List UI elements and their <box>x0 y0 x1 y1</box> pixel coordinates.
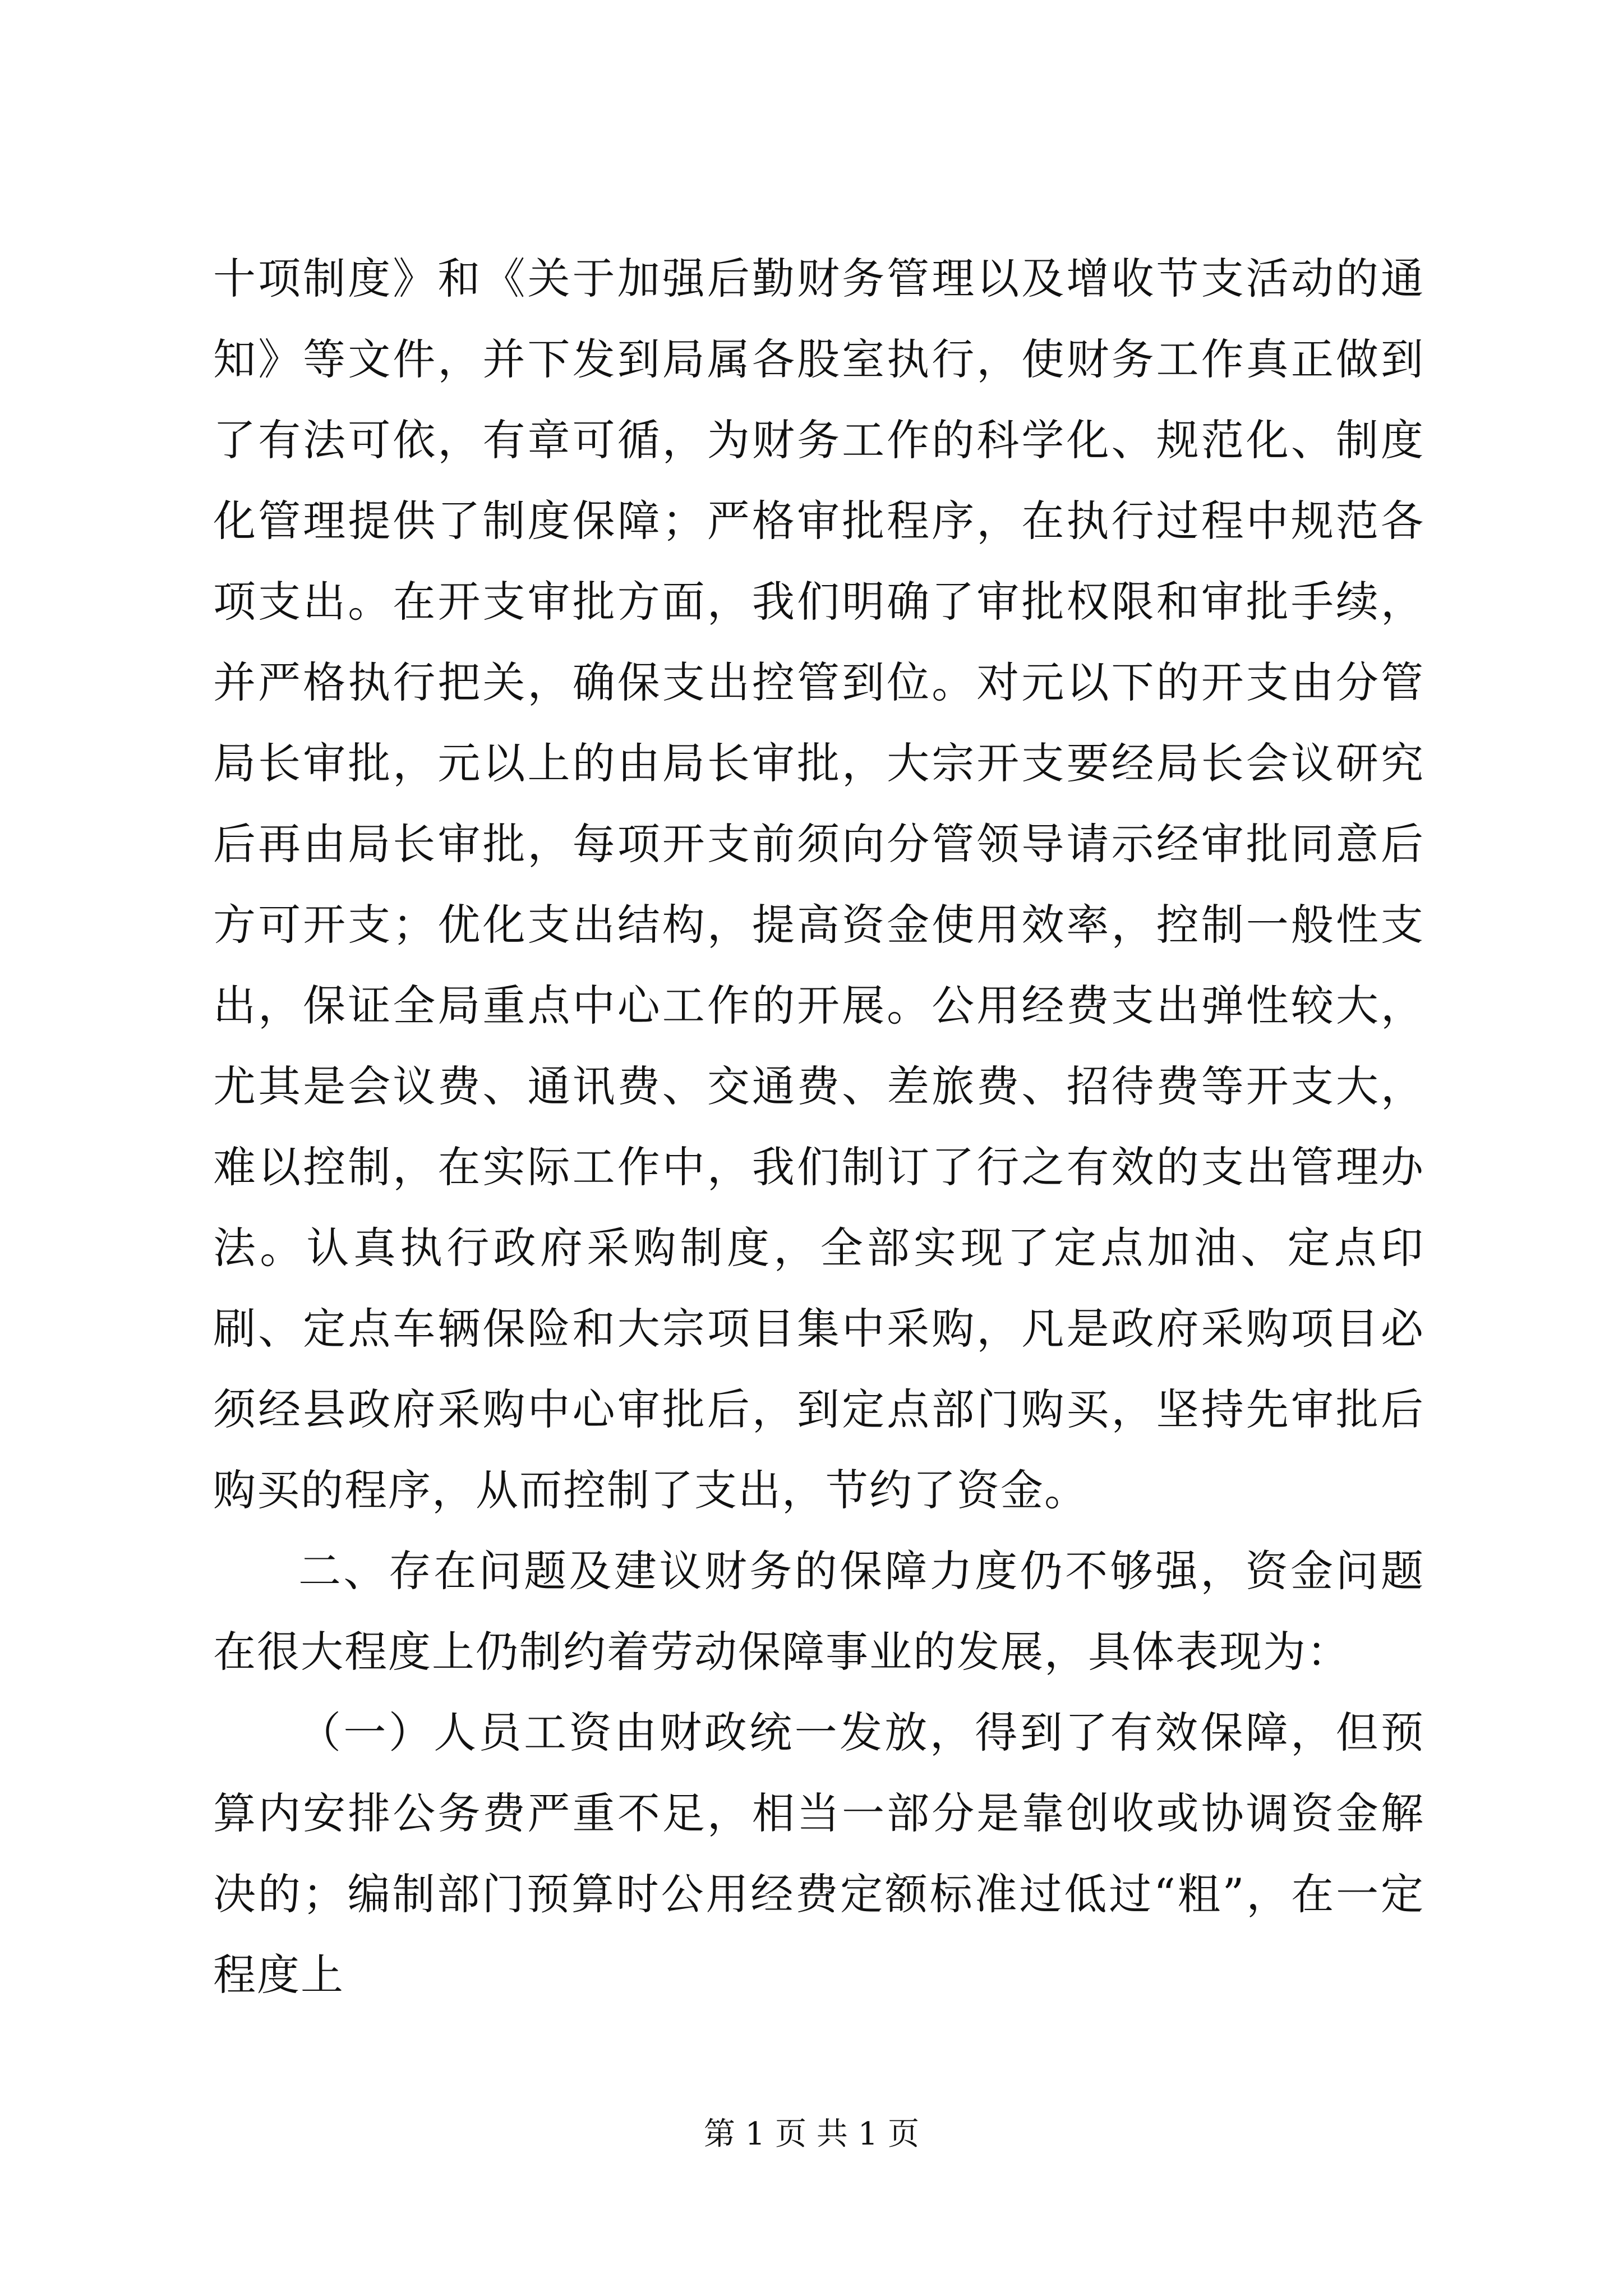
document-body <box>213 238 1424 2016</box>
page-number-footer: 第 1 页 共 1 页 <box>703 2116 920 2152</box>
body-paragraph-continued: 十项制度》和《关于加强后勤财务管理以及增收节支活动的通知》等文件，并下发到局属各股室执行，使财务工作真正做到了有法可依，有章可循，为财务工作的科学化、规范化、制度化管理提供了制度保障；严格审批程序，在执行过程中规范各项支出。在开支审批方面，我们明确了审批权限和审批手续，并严格执行把关，确保支出控管到位。对元以下的开支由分管局长审批，元以上的由局长审批，大宗开支要经局长会议研究后再由局长审批，每项开支前须向分管领导请示经审批同意后方可开支；优化支出结构，提高资金使用效率，控制一般性支出，保证全局重点中心工作的开展。公用经费支出弹性较大，尤其是会议费、通讯费、交通费、差旅费、招待费等开支大，难以控制，在实际工作中，我们制订了行之有效的支出管理办法。认真执行政府采购制度，全部实现了定点加油、定点印刷、定点车辆保险和大宗项目集中采购，凡是政府采购项目必须经县政府采购中心审批后，到定点部门购买，坚持先审批后购买的程序，从而控制了支出，节约了资金。 <box>213 254 1424 1515</box>
body-paragraph-item-one: （一）人员工资由财政统一发放，得到了有效保障，但预算内安排公务费严重不足，相当一部分是靠创收或协调资金解决的；编制部门预算时公用经费定额标准过低过“粗”，在一定程度上 <box>213 1708 1424 2000</box>
body-paragraph-section-two: 二、存在问题及建议财务的保障力度仍不够强，资金问题在很大程度上仍制约着劳动保障事业的发展，具体表现为： <box>213 1546 1424 1677</box>
